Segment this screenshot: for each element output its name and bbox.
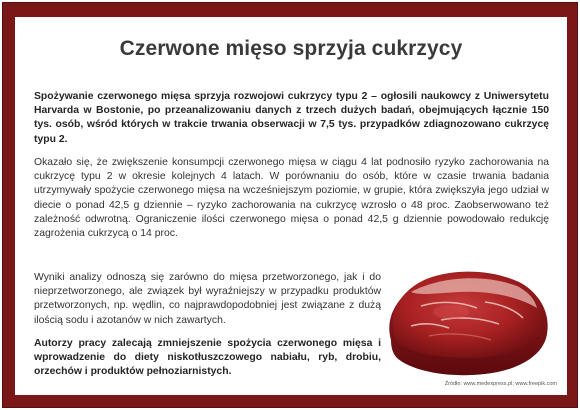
body-paragraph-1: Okazało się, że zwiększenie konsumpcji czerwonego mięsa w ciągu 4 lat podnosiło ryzyko zachorowania na cukrzycę typu 2 w okresie kolejnych 4 latach. W porównaniu do osób, które w czasie trwania badania utrzymywały spożycie czerwonego mięsa na wcześniejszym poziomie, w grupie, która zwiększyła jego udział w diecie o ponad 42,5 g dziennie – ryzyko zachorowania na cukrzycę wzrosło o 48 proc. Zaobserwowano też zależność odwrotną. Ograniczenie ilości czerwonego mięsa o ponad 42,5 g dziennie powodowało redukcję zagrożenia cukrzycą o 14 proc.	[34, 157, 549, 240]
recommendation-paragraph: Autorzy pracy zalecają zmniejszenie spożycia czerwonego mięsa i wprowadzenie do diety niskotłuszczowego nabiału, ryb, drobiu, orzechów i produktów pełnoziarnistych.	[34, 338, 381, 378]
content-panel	[15, 17, 567, 395]
body-paragraph-2: Wyniki analizy odnoszą się zarówno do mięsa przetworzonego, jak i do nieprzetworzonego, ale związek był wyraźniejszy w przypadku produktów przetworzonych, np. wędlin, co najprawdopodobniej jest związane z dużą ilością sodu i azotanów w nich zawartych.	[34, 272, 381, 326]
lead-paragraph: Spożywanie czerwonego mięsa sprzyja rozwojowi cukrzycy typu 2 – ogłosili naukowcy z Uniwersytetu Harvarda w Bostonie, po przeanalizowaniu danych z trzech dużych badań, obejmujących łącznie 150 tys. osób, wśród których w trakcie trwania obserwacji w 7,5 tys. przypadków zdiagnozowano cukrzycę typu 2.	[34, 91, 549, 145]
page-title: Czerwone mięso sprzyja cukrzycy	[119, 37, 463, 60]
raw-beef-steak-icon	[381, 262, 553, 380]
page-frame	[2, 2, 578, 408]
source-credit: Źródło: www.medexpress.pl; www.freepik.com	[444, 381, 557, 387]
